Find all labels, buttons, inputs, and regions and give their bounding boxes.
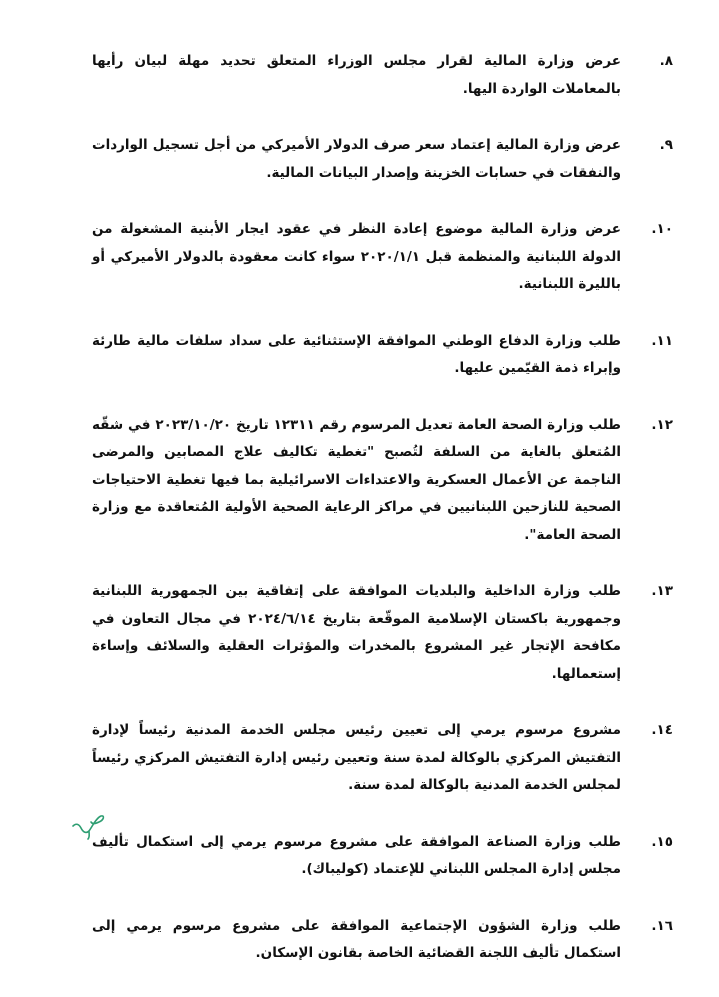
- item-number: ٨.: [659, 53, 673, 69]
- agenda-list: [92, 48, 673, 997]
- item-text: طلب وزارة الشؤون الإجتماعية الموافقة على مشروع مرسوم يرمي إلى استكمال تأليف اللجنة القضائية الخاصة بقانون الإسكان.: [92, 917, 621, 961]
- item-text: طلب وزارة الصحة العامة تعديل المرسوم رقم ١٢٣١١ تاريخ ٢٠٢٣/١٠/٢٠ في شقّه المُتعلق بالغاية من السلفة لتُصبح "تغطية تكاليف علاج المصابين والمرضى الناجمة عن الأعمال العسكرية والاعتداءات الاسرائيلية بما فيها تغطية الاحتياجات الصحية للنازحين اللبنانيين في مراكز الرعاية الصحية الأولية المُتعاقدة مع وزارة الصحة العامة".: [92, 416, 621, 543]
- item-number: ١١.: [651, 332, 673, 349]
- agenda-item: [92, 717, 673, 800]
- item-text: مشروع مرسوم يرمي إلى تعيين رئيس مجلس الخدمة المدنية رئيساً لإدارة التفتيش المركزي بالوكالة لمدة سنة وتعيين رئيس إدارة التفتيش المركزي رئيساً لمجلس الخدمة المدنية بالوكالة لمدة سنة.: [92, 722, 621, 793]
- item-text: عرض وزارة المالية موضوع إعادة النظر في عقود ايجار الأبنية المشغولة من الدولة اللبنانية والمنظمة قبل ٢٠٢٠/١/١ سواء كانت معقودة بالدولار الأميركي أو بالليرة اللبنانية.: [92, 221, 621, 292]
- item-number: ١٥.: [651, 833, 673, 850]
- item-number: ٩.: [659, 137, 673, 153]
- agenda-item: [92, 328, 673, 383]
- signature-mark: [70, 812, 108, 842]
- agenda-item: [92, 132, 673, 187]
- agenda-item: [92, 216, 673, 299]
- item-text: طلب وزارة الداخلية والبلديات الموافقة على إتفاقية بين الجمهورية اللبنانية وجمهورية باكستان الإسلامية الموقّعة بتاريخ ٢٠٢٤/٦/١٤ في مجال التعاون في مكافحة الإتجار غير المشروع بالمخدرات والمؤثرات العقلية والسلائف وإساءة إستعمالها.: [92, 583, 621, 682]
- agenda-item: [92, 829, 673, 884]
- item-number: ١٠.: [651, 221, 673, 237]
- agenda-item: [92, 412, 673, 550]
- agenda-item: [92, 48, 673, 103]
- item-number: ١٦.: [651, 917, 673, 934]
- item-number: ١٢.: [651, 416, 673, 433]
- item-text: عرض وزارة المالية إعتماد سعر صرف الدولار الأميركي من أجل تسجيل الواردات والنفقات في حسابات الخزينة وإصدار البيانات المالية.: [92, 137, 621, 181]
- item-text: طلب وزارة الصناعة الموافقة على مشروع مرسوم يرمي إلى استكمال تأليف مجلس إدارة المجلس اللبناني للإعتماد (كوليباك).: [92, 833, 621, 877]
- item-text: طلب وزارة الدفاع الوطني الموافقة الإستثنائية على سداد سلفات مالية طارئة وإبراء ذمة القيّمين عليها.: [92, 332, 621, 376]
- agenda-item: [92, 578, 673, 688]
- item-number: ١٤.: [651, 722, 673, 738]
- item-number: ١٣.: [651, 583, 673, 599]
- item-text: عرض وزارة المالية لقرار مجلس الوزراء المتعلق تحديد مهلة لبيان رأيها بالمعاملات الواردة اليها.: [92, 53, 621, 97]
- agenda-item: [92, 913, 673, 968]
